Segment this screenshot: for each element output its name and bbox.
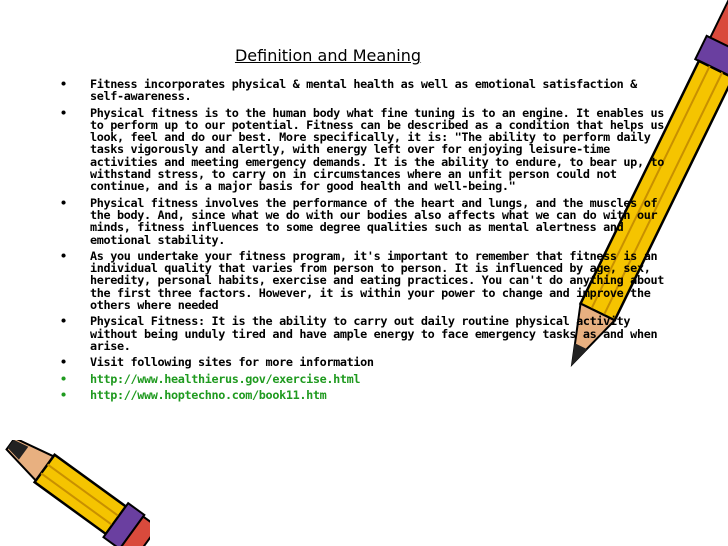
bullet-dot: • [60, 248, 67, 263]
bullet-dot: • [60, 195, 67, 210]
bullet-dot: • [60, 105, 67, 120]
bullet-text: Fitness incorporates physical & mental health as well as emotional satisfaction & self-awareness. [90, 77, 637, 104]
bullet-item [60, 356, 666, 368]
link-hoptechno[interactable]: http://www.hoptechno.com/book11.htm [90, 387, 327, 402]
bullet-item [60, 250, 666, 311]
bullet-item [60, 107, 666, 193]
bullet-text: Physical fitness is to the human body what fine tuning is to an engine. It enables us to perform up to our potential. Fitness can be described as a condition that helps us look, feel and do our best. More specifically, it is: "The ability to perform daily tasks vigorously and alertly, with energy left over for enjoying leisure-time activities and meeting emergency demands. It is the ability to endure, to bear up, to withstand stress, to carry on in circumstances where an unfit person could not continue, and is a major basis for good health and well-being." [90, 105, 664, 194]
bullet-text: Visit following sites for more information [90, 355, 374, 370]
bullet-dot: • [60, 371, 67, 386]
bullet-dot: • [60, 77, 67, 91]
bullet-item-link[interactable] [60, 373, 666, 385]
bullet-item [60, 78, 666, 103]
bullet-item [60, 315, 666, 352]
bullet-list [60, 78, 666, 405]
link-healthierus[interactable]: http://www.healthierus.gov/exercise.html [90, 371, 361, 386]
slide-title: Definition and Meaning [234, 46, 422, 65]
bullet-dot: • [60, 355, 67, 370]
bullet-text: As you undertake your fitness program, it's important to remember that fitness is an individual quality that varies from person to person. It is influenced by age, sex, heredity, personal habits, exercise and eating practices. You can't do anything about the first three factors. However, it is within your power to change and improve the others where needed [90, 248, 664, 313]
bullet-item-link[interactable] [60, 389, 666, 401]
pencil-icon-bottom [0, 440, 150, 546]
bullet-item [60, 197, 666, 246]
bullet-dot: • [60, 314, 67, 329]
bullet-dot: • [60, 387, 67, 402]
bullet-text: Physical fitness involves the performance of the heart and lungs, and the muscles of the body. And, since what we do with our bodies also affects what we can do with our minds, fitness influences to some degree qualities such as mental alertness and emotional stability. [90, 195, 658, 247]
bullet-text: Physical Fitness: It is the ability to carry out daily routine physical activity without being unduly tired and have ample energy to face emergency tasks as and when arise. [90, 314, 658, 353]
